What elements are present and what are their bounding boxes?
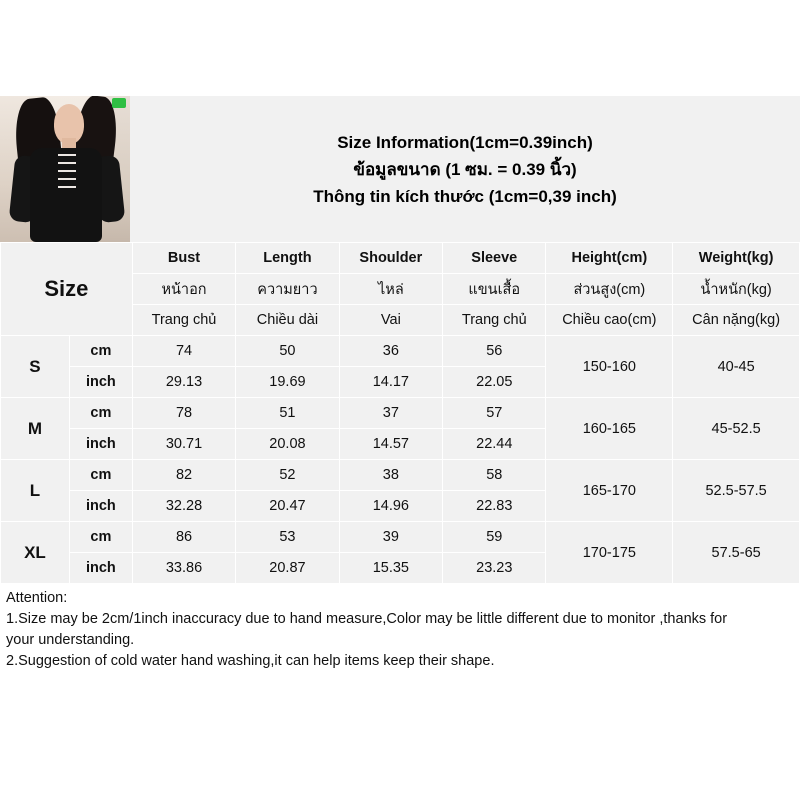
row-size-label-m — [1, 398, 70, 460]
cell-shoulder-cm: 36 — [339, 336, 442, 367]
cell-length-inch: 20.87 — [236, 553, 339, 584]
cell-shoulder-inch: 14.57 — [339, 429, 442, 460]
table-row — [1, 522, 800, 553]
cell-sleeve-inch: 22.05 — [443, 367, 546, 398]
cell-height-m: 160-165 — [546, 398, 673, 460]
cell-shoulder-cm: 37 — [339, 398, 442, 429]
col-header-length-th: ความยาว — [236, 274, 339, 305]
cell-weight-m: 45-52.5 — [673, 398, 800, 460]
title-block — [130, 96, 800, 242]
cell-height-xl: 170-175 — [546, 522, 673, 584]
col-header-bust-th: หน้าอก — [132, 274, 235, 305]
unit-cell-cm: cm — [69, 460, 132, 491]
title-vietnamese: Thông tin kích thước (1cm=0,39 inch) — [313, 186, 617, 206]
cell-sleeve-cm: 57 — [443, 398, 546, 429]
col-header-sleeve-th: แขนเสื้อ — [443, 274, 546, 305]
unit-cell-inch: inch — [69, 429, 132, 460]
cell-bust-cm: 82 — [132, 460, 235, 491]
unit-cell-inch: inch — [69, 553, 132, 584]
green-marker-icon — [112, 98, 126, 108]
cell-sleeve-inch: 22.44 — [443, 429, 546, 460]
unit-cell-cm: cm — [69, 522, 132, 553]
cell-bust-inch: 29.13 — [132, 367, 235, 398]
cell-shoulder-inch: 14.17 — [339, 367, 442, 398]
cell-sleeve-inch: 23.23 — [443, 553, 546, 584]
title-thai: ข้อมูลขนาด (1 ซม. = 0.39 นิ้ว) — [353, 159, 577, 179]
cell-weight-l: 52.5-57.5 — [673, 460, 800, 522]
col-header-sleeve-vi: Trang chủ — [443, 305, 546, 336]
unit-cell-inch: inch — [69, 367, 132, 398]
title-english: Size Information(1cm=0.39inch) — [337, 132, 593, 152]
col-header-height-vi: Chiều cao(cm) — [546, 305, 673, 336]
col-header-bust-vi: Trang chủ — [132, 305, 235, 336]
cell-length-cm: 50 — [236, 336, 339, 367]
col-header-height-en: Height(cm) — [546, 243, 673, 274]
col-header-length-en: Length — [236, 243, 339, 274]
cell-shoulder-inch: 15.35 — [339, 553, 442, 584]
row-size-label-xl — [1, 522, 70, 584]
cell-length-inch: 19.69 — [236, 367, 339, 398]
cell-sleeve-cm: 56 — [443, 336, 546, 367]
attention-line-1b: your understanding. — [6, 632, 135, 648]
cell-height-s: 150-160 — [546, 336, 673, 398]
cell-length-cm: 53 — [236, 522, 339, 553]
cell-sleeve-cm: 59 — [443, 522, 546, 553]
size-label-text: Size — [44, 276, 89, 301]
cell-weight-xl: 57.5-65 — [673, 522, 800, 584]
size-chart-sheet — [0, 96, 800, 672]
cell-shoulder-cm: 38 — [339, 460, 442, 491]
cell-length-cm: 51 — [236, 398, 339, 429]
col-header-bust-en: Bust — [132, 243, 235, 274]
attention-line-2: 2.Suggestion of cold water hand washing,it can help items keep their shape. — [6, 653, 495, 669]
unit-cell-inch: inch — [69, 491, 132, 522]
unit-cell-cm: cm — [69, 398, 132, 429]
garment-lace-detail — [58, 154, 76, 194]
row-size-label-s — [1, 336, 70, 398]
header-band — [0, 96, 800, 242]
cell-bust-cm: 74 — [132, 336, 235, 367]
col-header-shoulder-en: Shoulder — [339, 243, 442, 274]
cell-weight-s: 40-45 — [673, 336, 800, 398]
cell-length-cm: 52 — [236, 460, 339, 491]
header-row-english — [1, 243, 800, 274]
size-letter-l: L — [29, 480, 41, 500]
cell-length-inch: 20.47 — [236, 491, 339, 522]
col-header-weight-th: น้ำหนัก(kg) — [673, 274, 800, 305]
col-header-sleeve-en: Sleeve — [443, 243, 546, 274]
attention-heading: Attention: — [6, 590, 68, 606]
size-letter-m: M — [27, 418, 43, 438]
attention-notes — [0, 584, 800, 672]
cell-shoulder-inch: 14.96 — [339, 491, 442, 522]
col-header-shoulder-th: ไหล่ — [339, 274, 442, 305]
table-row — [1, 398, 800, 429]
size-table — [0, 242, 800, 584]
cell-sleeve-cm: 58 — [443, 460, 546, 491]
cell-bust-cm: 78 — [132, 398, 235, 429]
attention-line-1: 1.Size may be 2cm/1inch inaccuracy due to hand measure,Color may be little different due to monitor ,thanks for — [6, 611, 728, 627]
col-header-weight-en: Weight(kg) — [673, 243, 800, 274]
cell-bust-inch: 32.28 — [132, 491, 235, 522]
cell-bust-inch: 30.71 — [132, 429, 235, 460]
size-letter-xl: XL — [24, 542, 46, 562]
col-header-weight-vi: Cân nặng(kg) — [673, 305, 800, 336]
table-row — [1, 336, 800, 367]
product-photo — [0, 96, 130, 242]
cell-height-l: 165-170 — [546, 460, 673, 522]
cell-shoulder-cm: 39 — [339, 522, 442, 553]
unit-cell-cm: cm — [69, 336, 132, 367]
cell-length-inch: 20.08 — [236, 429, 339, 460]
size-corner-label — [1, 243, 133, 336]
size-letter-s: S — [29, 356, 41, 376]
table-row — [1, 460, 800, 491]
col-header-height-th: ส่วนสูง(cm) — [546, 274, 673, 305]
cell-bust-cm: 86 — [132, 522, 235, 553]
cell-bust-inch: 33.86 — [132, 553, 235, 584]
col-header-length-vi: Chiều dài — [236, 305, 339, 336]
cell-sleeve-inch: 22.83 — [443, 491, 546, 522]
col-header-shoulder-vi: Vai — [339, 305, 442, 336]
row-size-label-l — [1, 460, 70, 522]
